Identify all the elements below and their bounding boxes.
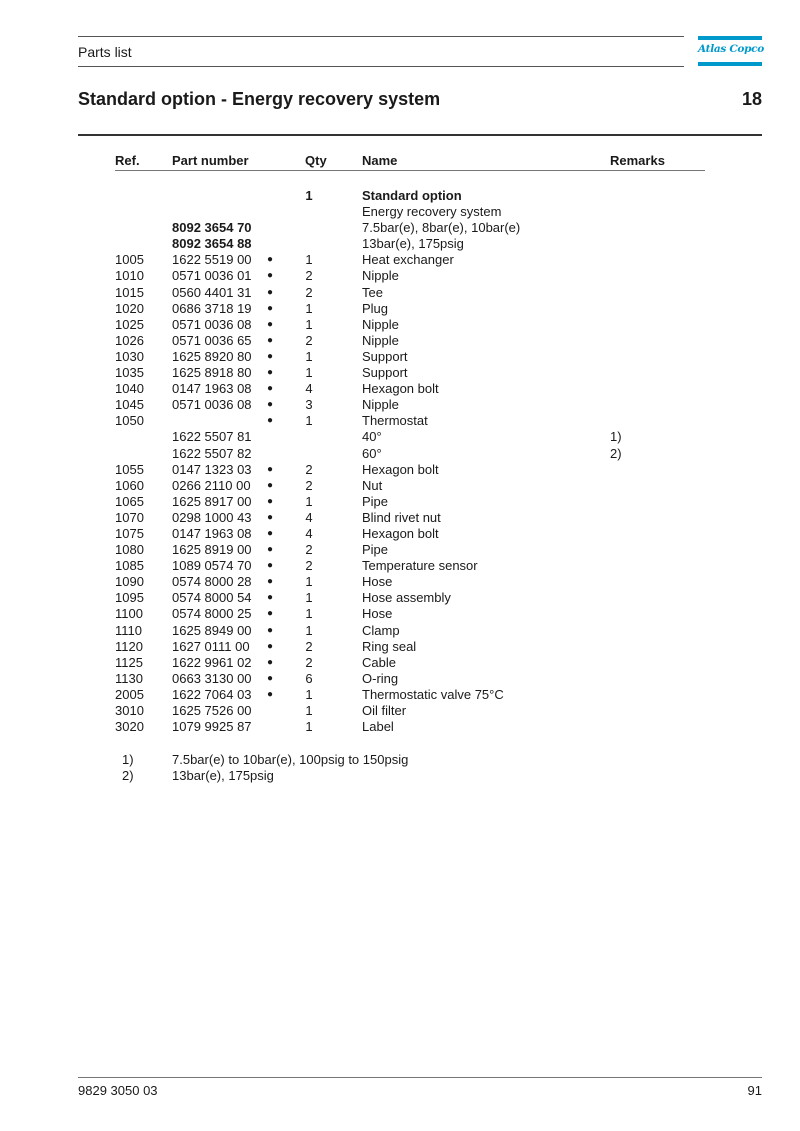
name-cell: 40° (362, 429, 382, 445)
name-cell: Hexagon bolt (362, 461, 439, 477)
page-number: 91 (747, 1083, 762, 1098)
table-row (0, 252, 800, 268)
logo-band-top (698, 36, 762, 40)
part-number-cell: 1089 0574 70 (172, 558, 252, 574)
qty-cell: 1 (305, 348, 313, 364)
ref-cell: 1050 (115, 413, 144, 429)
qty-cell: 2 (305, 654, 313, 670)
ref-cell: 1025 (115, 316, 144, 332)
bullet-marker: ● (266, 608, 274, 620)
ref-cell: 1085 (115, 558, 144, 574)
ref-cell: 1120 (115, 638, 143, 654)
bullet-marker: ● (266, 270, 274, 282)
footnote-key: 1) (122, 752, 134, 767)
part-number-cell: 1622 9961 02 (172, 654, 252, 670)
name-cell: O-ring (362, 670, 399, 686)
part-number-cell: 0266 2110 00 (172, 477, 251, 493)
table-row (0, 397, 800, 413)
part-number-cell: 0571 0036 08 (172, 397, 252, 413)
qty-cell: 4 (305, 381, 313, 397)
bullet-marker: ● (266, 688, 274, 700)
bullet-marker: ● (266, 560, 274, 572)
name-cell: Thermostat (362, 413, 428, 429)
bullet-marker: ● (266, 415, 274, 427)
qty-cell: 2 (305, 268, 313, 284)
chapter-number: 18 (741, 89, 762, 109)
page-title: Standard option - Energy recovery system (78, 89, 441, 109)
footnote (0, 752, 800, 768)
footnote-key: 2) (122, 768, 134, 784)
qty-cell: 1 (305, 252, 313, 268)
footnote (0, 768, 800, 784)
table-row (0, 268, 800, 284)
ref-cell: 1055 (115, 461, 144, 477)
qty-cell: 1 (305, 622, 313, 638)
qty-cell: 1 (305, 703, 313, 718)
bullet-marker: ● (266, 367, 274, 379)
name-cell: Blind rivet nut (362, 509, 441, 525)
ref-cell: 1010 (115, 268, 144, 284)
table-row (0, 671, 800, 687)
part-number-cell: 0147 1963 08 (172, 381, 252, 397)
qty-cell: 1 (305, 300, 313, 316)
name-cell: Ring seal (362, 638, 417, 654)
column-header-rule (115, 170, 705, 171)
bullet-marker: ● (266, 511, 274, 523)
name-cell: Hexagon bolt (362, 525, 439, 541)
part-number-cell: 0147 1963 08 (172, 525, 252, 541)
title-rule (78, 134, 762, 136)
table-row (0, 703, 800, 719)
atlas-copco-logo (698, 36, 762, 66)
table-row (0, 204, 800, 220)
name-cell: Plug (362, 300, 389, 316)
table-row (0, 236, 800, 252)
table-row (0, 606, 800, 622)
qty-cell: 1 (305, 590, 313, 606)
bullet-marker: ● (266, 302, 274, 314)
name-cell: 60° (362, 445, 382, 461)
ref-cell: 1110 (115, 622, 142, 638)
ref-cell: 1075 (115, 525, 144, 541)
part-number-cell: 1625 8920 80 (172, 348, 252, 364)
qty-cell: 6 (305, 670, 313, 686)
name-cell: Oil filter (362, 703, 407, 718)
name-cell: Hose assembly (362, 590, 451, 606)
name-cell: Hose (362, 574, 393, 590)
table-row (0, 317, 800, 333)
ref-cell: 3010 (115, 703, 144, 718)
column-header-part-number: Part number (172, 153, 249, 168)
bullet-marker: ● (266, 254, 274, 266)
part-number-cell: 0574 8000 25 (172, 606, 252, 622)
qty-cell: 4 (305, 509, 313, 525)
part-number-cell: 1622 5507 81 (172, 429, 252, 445)
table-row (0, 301, 800, 317)
part-number-cell: 1079 9925 87 (172, 719, 252, 735)
parts-table (0, 188, 800, 735)
part-number-cell: 0574 8000 28 (172, 574, 252, 590)
table-row (0, 655, 800, 671)
name-cell: Cable (362, 654, 396, 670)
bullet-marker: ● (266, 286, 274, 298)
part-number-cell: 1622 5507 82 (172, 445, 252, 461)
bullet-marker: ● (266, 544, 274, 556)
ref-cell: 1090 (115, 574, 144, 590)
qty-cell: 2 (305, 284, 313, 300)
table-row (0, 623, 800, 639)
part-number-cell: 0571 0036 08 (172, 316, 252, 332)
table-row (0, 285, 800, 301)
remark-cell: 2) (610, 445, 622, 461)
part-number-cell: 0560 4401 31 (172, 284, 252, 300)
ref-cell: 1026 (115, 332, 144, 348)
remark-cell: 1) (610, 429, 622, 445)
column-header-qty: Qty (305, 153, 327, 168)
qty-cell: 1 (305, 493, 313, 509)
qty-cell: 2 (305, 542, 313, 558)
ref-cell: 1125 (115, 654, 143, 670)
name-cell: Pipe (362, 493, 389, 509)
logo-wordmark: Atlas Copco (698, 43, 764, 55)
ref-cell: 3020 (115, 719, 144, 735)
table-row (0, 687, 800, 703)
bullet-marker: ● (266, 350, 274, 362)
ref-cell: 2005 (115, 686, 144, 702)
table-row (0, 220, 800, 236)
qty-cell: 1 (305, 719, 313, 735)
name-cell: Energy recovery system (362, 204, 502, 220)
name-cell: 13bar(e), 175psig (362, 236, 464, 252)
footnote-text: 7.5bar(e) to 10bar(e), 100psig to 150psig (172, 752, 409, 767)
ref-cell: 1040 (115, 381, 144, 397)
table-row (0, 413, 800, 429)
ref-cell: 1035 (115, 365, 144, 381)
name-cell: Pipe (362, 542, 389, 558)
bullet-marker: ● (266, 383, 274, 395)
part-number-cell: 1625 8917 00 (172, 493, 252, 509)
part-number-cell: 8092 3654 88 (172, 236, 252, 252)
ref-cell: 1045 (115, 397, 144, 413)
bullet-marker: ● (266, 463, 274, 475)
qty-cell: 1 (305, 316, 313, 332)
bullet-marker: ● (266, 527, 274, 539)
name-cell: Support (362, 365, 408, 381)
table-row (0, 558, 800, 574)
table-row (0, 365, 800, 381)
table-row (0, 574, 800, 590)
ref-cell: 1005 (115, 252, 144, 268)
ref-cell: 1030 (115, 348, 144, 364)
part-number-cell: 0574 8000 54 (172, 590, 252, 606)
name-cell: Hexagon bolt (362, 381, 439, 397)
part-number-cell: 0663 3130 00 (172, 670, 252, 686)
bullet-marker: ● (266, 318, 274, 330)
table-row (0, 590, 800, 606)
part-number-cell: 0571 0036 65 (172, 332, 252, 348)
table-row (0, 446, 800, 462)
part-number-cell: 0147 1323 03 (172, 461, 252, 477)
column-header-remarks: Remarks (610, 153, 665, 168)
qty-cell: 2 (305, 558, 313, 574)
ref-cell: 1060 (115, 477, 144, 493)
table-row (0, 494, 800, 510)
bullet-marker: ● (266, 672, 274, 684)
name-cell: Standard option (362, 188, 462, 203)
bullet-marker: ● (266, 656, 274, 668)
part-number-cell: 1625 8918 80 (172, 365, 252, 381)
table-row (0, 510, 800, 526)
qty-cell: 4 (305, 525, 313, 541)
name-cell: Support (362, 348, 408, 364)
column-header-name: Name (362, 153, 398, 168)
ref-cell: 1100 (115, 606, 143, 622)
name-cell: Nipple (362, 268, 399, 284)
bullet-marker: ● (266, 334, 274, 346)
logo-band-bottom (698, 62, 762, 66)
footnotes (0, 752, 800, 784)
qty-cell: 2 (305, 461, 313, 477)
name-cell: Clamp (362, 622, 400, 638)
qty-cell: 1 (305, 188, 313, 203)
part-number-cell: 1625 7526 00 (172, 703, 252, 718)
part-number-cell: 0298 1000 43 (172, 509, 252, 525)
name-cell: Tee (362, 284, 383, 300)
header-bottom-rule (78, 66, 684, 67)
name-cell: Nipple (362, 397, 399, 413)
bullet-marker: ● (266, 576, 274, 588)
table-row (0, 526, 800, 542)
qty-cell: 1 (305, 574, 313, 590)
ref-cell: 1130 (115, 670, 143, 686)
name-cell: Heat exchanger (362, 252, 454, 268)
name-cell: Thermostatic valve 75°C (362, 686, 504, 702)
footer-rule (78, 1077, 762, 1078)
name-cell: Temperature sensor (362, 558, 478, 574)
qty-cell: 1 (305, 413, 313, 429)
bullet-marker: ● (266, 495, 274, 507)
table-row (0, 381, 800, 397)
qty-cell: 1 (305, 606, 313, 622)
header-top-rule (78, 36, 684, 37)
bullet-marker: ● (266, 399, 274, 411)
section-label: Parts list (78, 44, 132, 60)
qty-cell: 2 (305, 332, 313, 348)
name-cell: Nut (362, 477, 383, 493)
table-row (0, 639, 800, 655)
qty-cell: 1 (305, 365, 313, 381)
table-row (0, 333, 800, 349)
name-cell: Label (362, 719, 394, 735)
qty-cell: 2 (305, 638, 313, 654)
ref-cell: 1070 (115, 509, 144, 525)
table-row (0, 542, 800, 558)
part-number-cell: 0571 0036 01 (172, 268, 252, 284)
part-number-cell: 1622 7064 03 (172, 686, 252, 702)
bullet-marker: ● (266, 479, 274, 491)
table-row (0, 719, 800, 735)
document-number: 9829 3050 03 (78, 1083, 158, 1098)
ref-cell: 1015 (115, 284, 144, 300)
qty-cell: 3 (305, 397, 313, 413)
ref-cell: 1065 (115, 493, 144, 509)
part-number-cell: 8092 3654 70 (172, 220, 252, 236)
table-row (0, 429, 800, 445)
ref-cell: 1095 (115, 590, 144, 606)
name-cell: Nipple (362, 316, 399, 332)
bullet-marker: ● (266, 640, 274, 652)
ref-cell: 1020 (115, 300, 144, 316)
qty-cell: 2 (305, 477, 313, 493)
name-cell: Hose (362, 606, 393, 622)
part-number-cell: 0686 3718 19 (172, 300, 252, 316)
part-number-cell: 1627 0111 00 (172, 638, 250, 654)
table-row (0, 478, 800, 494)
part-number-cell: 1625 8919 00 (172, 542, 252, 558)
table-row (0, 188, 800, 204)
table-row (0, 462, 800, 478)
name-cell: 7.5bar(e), 8bar(e), 10bar(e) (362, 220, 521, 236)
name-cell: Nipple (362, 332, 399, 348)
column-header-ref: Ref. (115, 153, 140, 168)
footnote-text: 13bar(e), 175psig (172, 768, 274, 784)
bullet-marker: ● (266, 592, 274, 604)
part-number-cell: 1622 5519 00 (172, 252, 252, 268)
part-number-cell: 1625 8949 00 (172, 622, 252, 638)
qty-cell: 1 (305, 686, 313, 702)
ref-cell: 1080 (115, 542, 144, 558)
bullet-marker: ● (266, 624, 274, 636)
table-row (0, 349, 800, 365)
